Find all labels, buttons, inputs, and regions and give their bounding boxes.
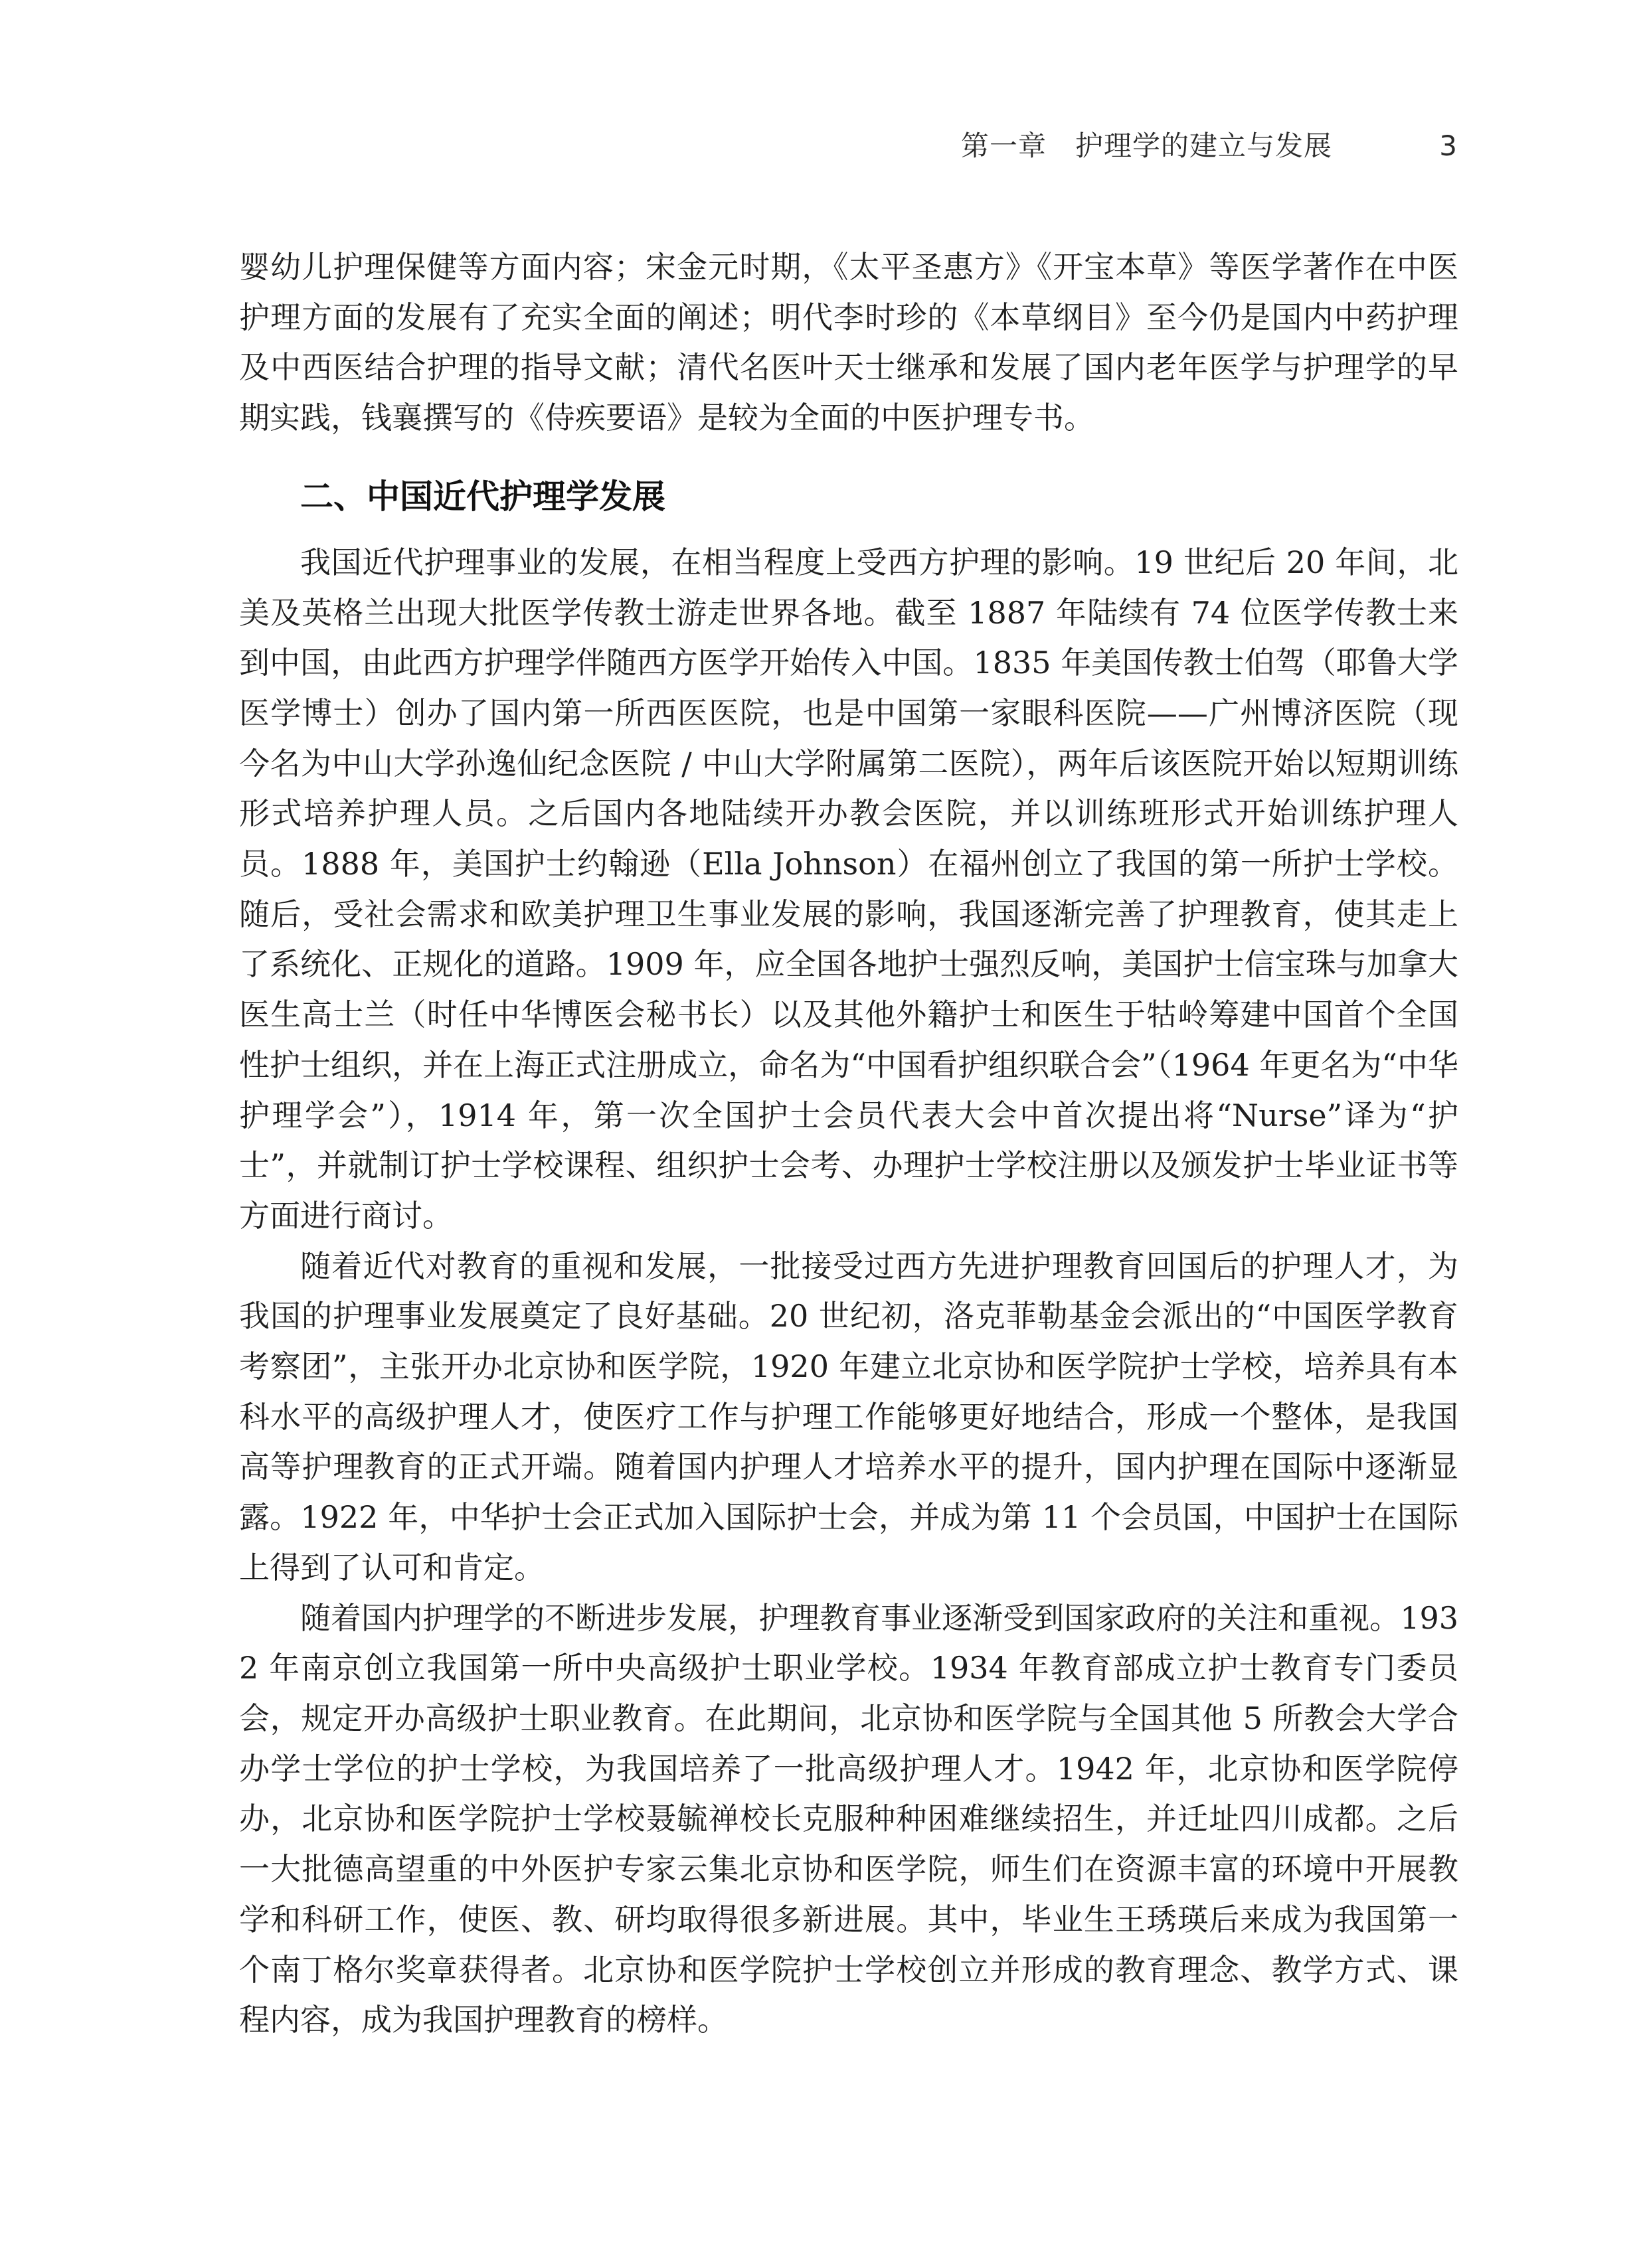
section-heading: 二、中国近代护理学发展 (300, 477, 665, 516)
page-header (0, 0, 1647, 199)
body-paragraph-3: 随着国内护理学的不断进步发展，护理教育事业逐渐受到国家政府的关注和重视。1932 年南京创立我国第一所中央高级护士职业学校。1934 年教育部成立护士教育专门委员会，规定开办高级护士职业教育。在此期间，北京协和医学院与全国其他 5 所教会大学合办学士学位的护士学校，为我国培养了一批高级护理人才。1942 年，北京协和医学院停办，北京协和医学院护士学校聂毓禅校长克服种种困难继续招生，并迁址四川成都。之后一大批德高望重的中外医护专家云集北京协和医学院，师生们在资源丰富的环境中开展教学和科研工作，使医、教、研均取得很多新进展。其中，毕业生王琇瑛后来成为我国第一个南丁格尔奖章获得者。北京协和医学院护士学校创立并形成的教育理念、教学方式、课程内容，成为我国护理教育的榜样。 (239, 1599, 1458, 2038)
body-paragraph-2: 随着近代对教育的重视和发展，一批接受过西方先进护理教育回国后的护理人才，为我国的护理事业发展奠定了良好基础。20 世纪初，洛克菲勒基金会派出的“中国医学教育考察团”，主张开办北京协和医学院，1920 年建立北京协和医学院护士学校，培养具有本科水平的高级护理人才，使医疗工作与护理工作能够更好地结合，形成一个整体，是我国高等护理教育的正式开端。随着国内护理人才培养水平的提升，国内护理在国际中逐渐显露。1922 年，中华护士会正式加入国际护士会，并成为第 11 个会员国，中国护士在国际上得到了认可和肯定。 (239, 1248, 1458, 1585)
body-paragraph-1: 我国近代护理事业的发展，在相当程度上受西方护理的影响。19 世纪后 20 年间，北美及英格兰出现大批医学传教士游走世界各地。截至 1887 年陆续有 74 位医学传教士来到中国，由此西方护理学伴随西方医学开始传入中国。1835 年美国传教士伯驾（耶鲁大学医学博士）创办了国内第一所西医医院，也是中国第一家眼科医院——广州博济医院（现今名为中山大学孙逸仙纪念医院 / 中山大学附属第二医院），两年后该医院开始以短期训练形式培养护理人员。之后国内各地陆续开办教会医院，并以训练班形式开始训练护理人员。1888 年，美国护士约翰逊（Ella Johnson）在福州创立了我国的第一所护士学校。随后，受社会需求和欧美护理卫生事业发展的影响，我国逐渐完善了护理教育，使其走上了系统化、正规化的道路。1909 年，应全国各地护士强烈反响，美国护士信宝珠与加拿大医生高士兰（时任中华博医会秘书长）以及其他外籍护士和医生于牯岭筹建中国首个全国性护士组织，并在上海正式注册成立，命名为“中国看护组织联合会”（1964 年更名为“中华护理学会”），1914 年，第一次全国护士会员代表大会中首次提出将“Nurse”译为“护士”，并就制订护士学校课程、组织护士会考、办理护士学校注册以及颁发护士毕业证书等方面进行商讨。 (239, 544, 1458, 1234)
page-body (239, 242, 1458, 2046)
intro-paragraph: 婴幼儿护理保健等方面内容；宋金元时期，《太平圣惠方》《开宝本草》等医学著作在中医护理方面的发展有了充实全面的阐述；明代李时珍的《本草纲目》至今仍是国内中药护理及中西医结合护理的指导文献；清代名医叶天士继承和发展了国内老年医学与护理学的早期实践，钱襄撰写的《侍疾要语》是较为全面的中医护理专书。 (239, 249, 1458, 436)
chapter-title: 第一章 护理学的建立与发展 (960, 129, 1332, 162)
page-number: 3 (1439, 129, 1457, 162)
